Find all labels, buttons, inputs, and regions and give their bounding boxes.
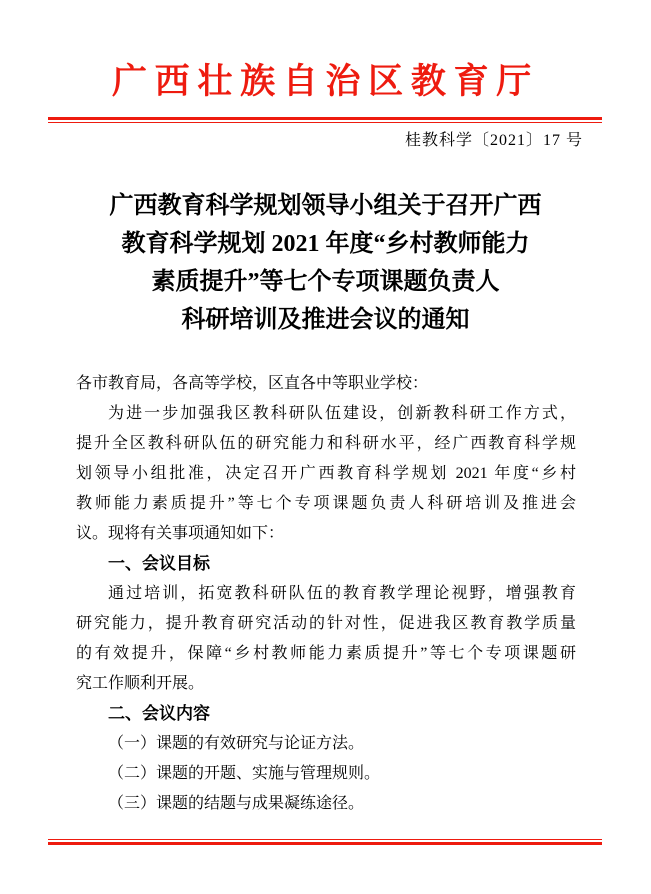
red-separator-bottom [48, 839, 602, 845]
paragraph-2-line: 的有效提升，保障“乡村教师能力素质提升”等七个专项课题研 [76, 645, 576, 662]
list-item: （一）课题的有效研究与论证方法。 [108, 735, 365, 752]
paragraph-1-line: 教师能力素质提升”等七个专项课题负责人科研培训及推进会 [76, 495, 576, 512]
paragraph-1-line: 划领导小组批准，决定召开广西教育科学规划 2021 年度“乡村 [76, 465, 576, 482]
red-separator-top [48, 117, 602, 123]
paragraph-1-line: 为进一步加强我区教科研队伍建设，创新教科研工作方式， [108, 405, 576, 422]
document-title [0, 187, 651, 339]
title-line: 广西教育科学规划领导小组关于召开广西 [109, 193, 542, 219]
list-item: （二）课题的开题、实施与管理规则。 [108, 765, 381, 782]
paragraph-1-line: 议。现将有关事项通知如下： [76, 525, 285, 542]
agency-name: 广西壮族自治区教育厅 [111, 62, 539, 101]
section-heading-2: 二、会议内容 [108, 704, 210, 723]
document-number: 桂教科学〔2021〕17 号 [404, 132, 583, 149]
document-body [76, 369, 576, 819]
paragraph-2-line: 研究能力，提升教育研究活动的针对性，促进我区教育教学质量 [76, 615, 576, 632]
title-line: 教育科学规划 2021 年度“乡村教师能力 [121, 231, 530, 257]
list-item: （三）课题的结题与成果凝练途径。 [108, 795, 365, 812]
title-line: 科研培训及推进会议的通知 [181, 307, 470, 333]
paragraph-1-line: 提升全区教科研队伍的研究能力和科研水平，经广西教育科学规 [76, 435, 576, 452]
title-line: 素质提升”等七个专项课题负责人 [151, 269, 500, 295]
salutation-line: 各市教育局，各高等学校，区直各中等职业学校： [76, 375, 429, 392]
section-heading-1: 一、会议目标 [108, 554, 210, 573]
paragraph-2-line: 究工作顺利开展。 [76, 675, 205, 692]
paragraph-2-line: 通过培训，拓宽教科研队伍的教育教学理论视野，增强教育 [108, 585, 576, 602]
